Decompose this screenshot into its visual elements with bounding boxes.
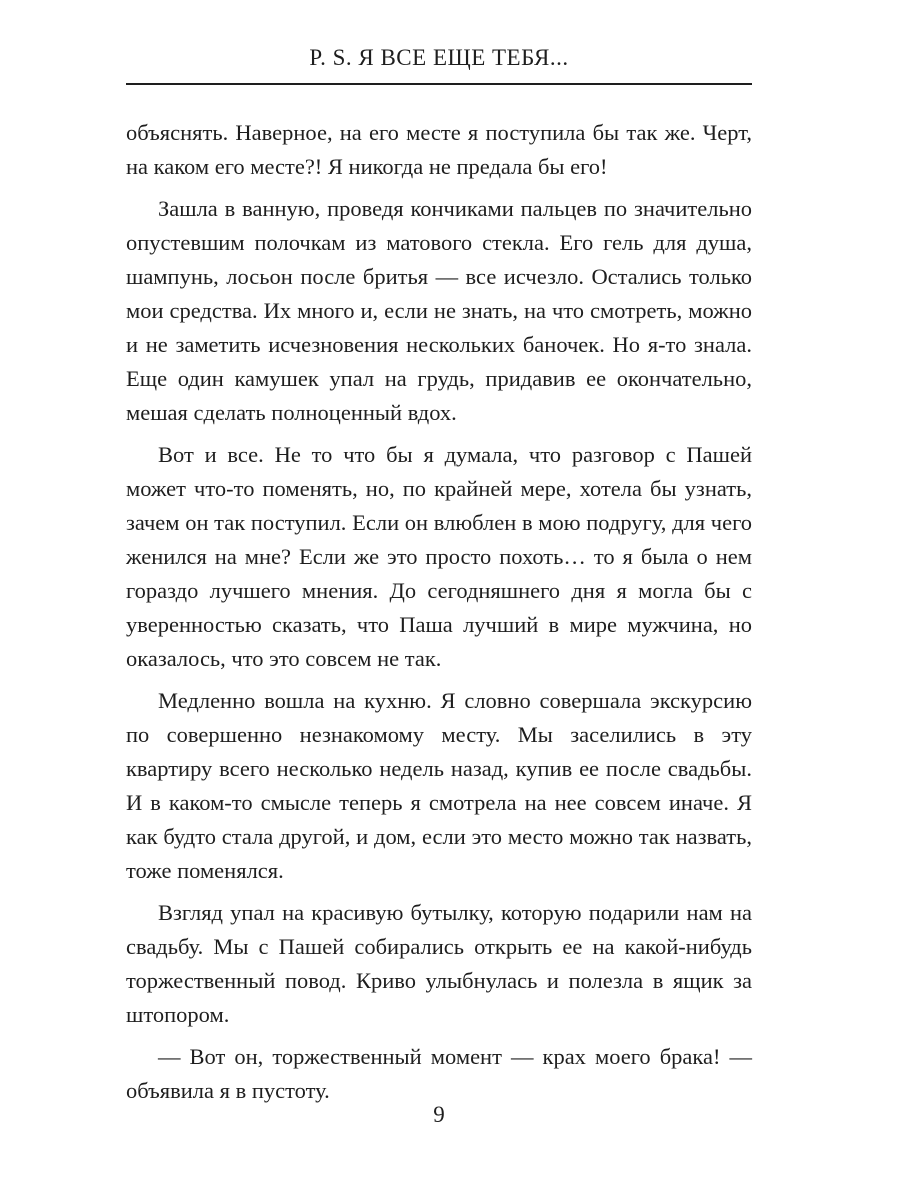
running-title: P. S. Я ВСЕ ЕЩЕ ТЕБЯ... (309, 45, 569, 70)
main-text (126, 116, 752, 1116)
paragraph: Вот и все. Не то что бы я думала, что разговор с Пашей может что-то поменять, но, по крайней мере, хотела бы узнать, зачем он так поступил. Если он влюблен в мою подругу, для чего женился на мне? Если же это просто похоть… то я была о нем гораздо лучшего мнения. До сегодняшнего дня я могла бы с уверенностью сказать, что Паша лучший в мире мужчина, но оказалось, что это совсем не так. (126, 442, 752, 671)
paragraph: — Вот он, торжественный момент — крах моего брака! — объявила я в пустоту. (126, 1044, 752, 1103)
paragraph: Зашла в ванную, проведя кончиками пальцев по значительно опустевшим полочкам из матового стекла. Его гель для душа, шампунь, лосьон после бритья — все исчезло. Остались только мои средства. Их много и, если не знать, на что смотреть, можно и не заметить исчезновения нескольких баночек. Но я-то знала. Еще один камушек упал на грудь, придавив ее окончательно, мешая сделать полноценный вдох. (126, 196, 752, 425)
page-number: 9 (433, 1102, 445, 1127)
paragraph: Взгляд упал на красивую бутылку, которую подарили нам на свадьбу. Мы с Пашей собирались открыть ее на какой-нибудь торжественный повод. Криво улыбнулась и полезла в ящик за штопором. (126, 900, 752, 1027)
paragraph: объяснять. Наверное, на его месте я поступила бы так же. Черт, на каком его месте?! Я никогда не предала бы его! (126, 120, 752, 179)
header-rule (126, 83, 752, 85)
paragraph: Медленно вошла на кухню. Я словно совершала экскурсию по совершенно незнакомому месту. Мы заселились в эту квартиру всего несколько недель назад, купив ее после свадьбы. И в каком-то смысле теперь я смотрела на нее совсем иначе. Я как будто стала другой, и дом, если это место можно так назвать, тоже поменялся. (126, 688, 752, 883)
